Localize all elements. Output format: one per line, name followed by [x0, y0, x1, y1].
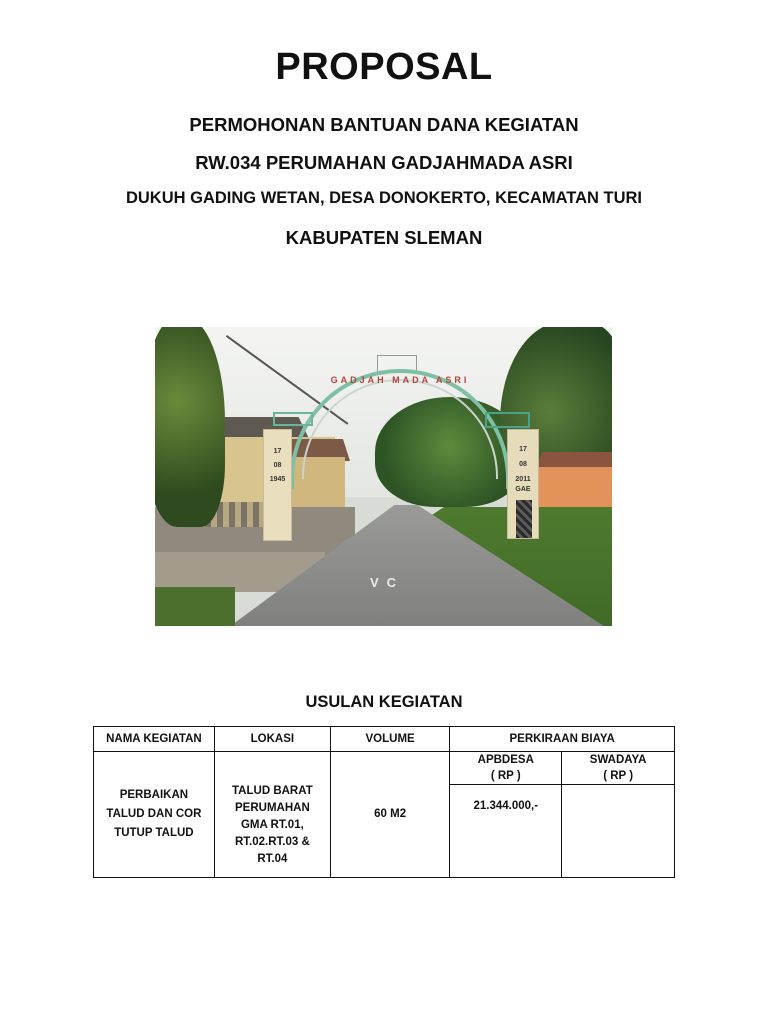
nama-line: PERBAIKAN: [119, 789, 189, 801]
header-nama-kegiatan: NAMA KEGIATAN: [94, 727, 215, 752]
pillar-left-year: 1945: [269, 476, 286, 483]
swadaya-label: SWADAYA: [589, 754, 647, 766]
document-title: PROPOSAL: [275, 46, 493, 88]
subheader-swadaya: [562, 752, 675, 785]
pillar-right-month: 08: [519, 461, 527, 468]
usulan-kegiatan-table: [93, 726, 675, 878]
lokasi-line: TALUD BARAT: [232, 785, 313, 797]
cell-nama-kegiatan: [94, 752, 215, 878]
header-volume: VOLUME: [330, 727, 449, 752]
subtitle-line-1: PERMOHONAN BANTUAN DANA KEGIATAN: [189, 114, 579, 135]
swadaya-unit: ( RP ): [603, 770, 634, 782]
pillar-left-month: 08: [273, 462, 282, 469]
lokasi-line: RT.04: [257, 853, 288, 865]
photo-truss-left: [273, 412, 313, 426]
header-lokasi: LOKASI: [214, 727, 330, 752]
pillar-right-label: GAE: [515, 486, 531, 493]
photo-road-marking: VC: [370, 575, 405, 590]
table-header-row: [94, 727, 675, 752]
lokasi-line: PERUMAHAN: [235, 802, 310, 814]
apbdesa-label: APBDESA: [477, 754, 534, 766]
lokasi-line: RT.02.RT.03 &: [234, 836, 310, 848]
cell-volume: 60 M2: [330, 752, 449, 878]
pillar-left-day: 17: [273, 448, 282, 455]
lokasi-line: GMA RT.01,: [240, 819, 304, 831]
header-perkiraan-biaya: PERKIRAAN BIAYA: [450, 727, 675, 752]
subtitle-line-4: KABUPATEN SLEMAN: [285, 227, 483, 248]
photo-truss-right: [485, 412, 530, 428]
table-row: [94, 752, 675, 785]
nama-line: TUTUP TALUD: [114, 827, 194, 839]
gate-photo: [155, 327, 612, 626]
nama-line: TALUD DAN COR: [106, 808, 202, 820]
photo-grass-left: [155, 587, 235, 626]
section-heading: USULAN KEGIATAN: [305, 693, 463, 711]
pillar-right-year: 2011: [515, 476, 531, 483]
photo-pillar-right: [507, 429, 539, 539]
subtitle-line-3: DUKUH GADING WETAN, DESA DONOKERTO, KECAMATAN TURI: [125, 189, 643, 207]
cell-lokasi: [214, 752, 330, 878]
cell-swadaya: [562, 785, 675, 878]
subheader-apbdesa: [450, 752, 562, 785]
pillar-right-stone-panel: [516, 500, 532, 538]
pillar-right-day: 17: [519, 446, 527, 453]
photo-arch-sign: GADJAH MADA ASRI: [330, 375, 470, 385]
apbdesa-unit: ( RP ): [490, 770, 521, 782]
cell-apbdesa: 21.344.000,-: [450, 785, 562, 878]
photo-tree-left: [155, 327, 225, 527]
subtitle-line-2: RW.034 PERUMAHAN GADJAHMADA ASRI: [195, 152, 573, 173]
photo-pillar-left: [263, 429, 292, 541]
